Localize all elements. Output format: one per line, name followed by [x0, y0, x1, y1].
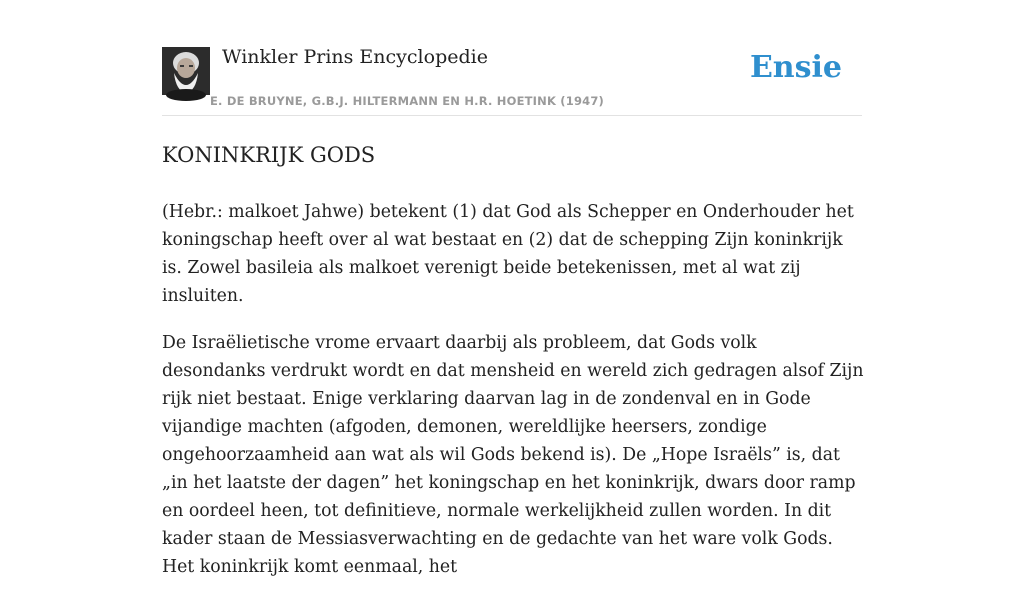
brand-logo[interactable]: Ensie — [749, 50, 842, 85]
site-title[interactable]: Winkler Prins Encyclopedie — [222, 46, 488, 68]
authors-line: E. DE BRUYNE, G.B.J. HILTERMANN EN H.R. HOETINK (1947) — [210, 94, 605, 108]
avatar-image — [162, 47, 210, 95]
article-paragraph-1: (Hebr.: malkoet Jahwe) betekent (1) dat God als Schepper en Onderhouder het koningschap heeft over al wat bestaat en (2) dat de schepping Zijn koninkrijk is. Zowel basileia als malkoet verenigt beide betekenissen, met al wat zij insluiten. — [162, 202, 854, 306]
author-portrait-icon[interactable] — [162, 47, 210, 95]
article-title: KONINKRIJK GODS — [162, 143, 376, 167]
article — [162, 140, 864, 600]
site-header — [162, 0, 862, 116]
article-paragraph-2: De Israëlietische vrome ervaart daarbij als probleem, dat Gods volk desondanks verdrukt wordt en dat mensheid en wereld zich gedragen alsof Zijn rijk niet bestaat. Enige verklaring daarvan lag in de zondenval en in Gode vijandige machten (afgoden, demonen, wereldlijke heersers, zondige ongehoorzaamheid aan wat als wil Gods bekend is). De „Hope Israëls” is, dat „in het laatste der dagen” het koningschap en het koninkrijk, dwars door ramp en oordeel heen, tot definitieve, normale werkelijkheid zullen worden. In dit kader staan de Messiasverwachting en de gedachte van het ware volk Gods. Het koninkrijk komt eenmaal, het — [162, 333, 864, 577]
